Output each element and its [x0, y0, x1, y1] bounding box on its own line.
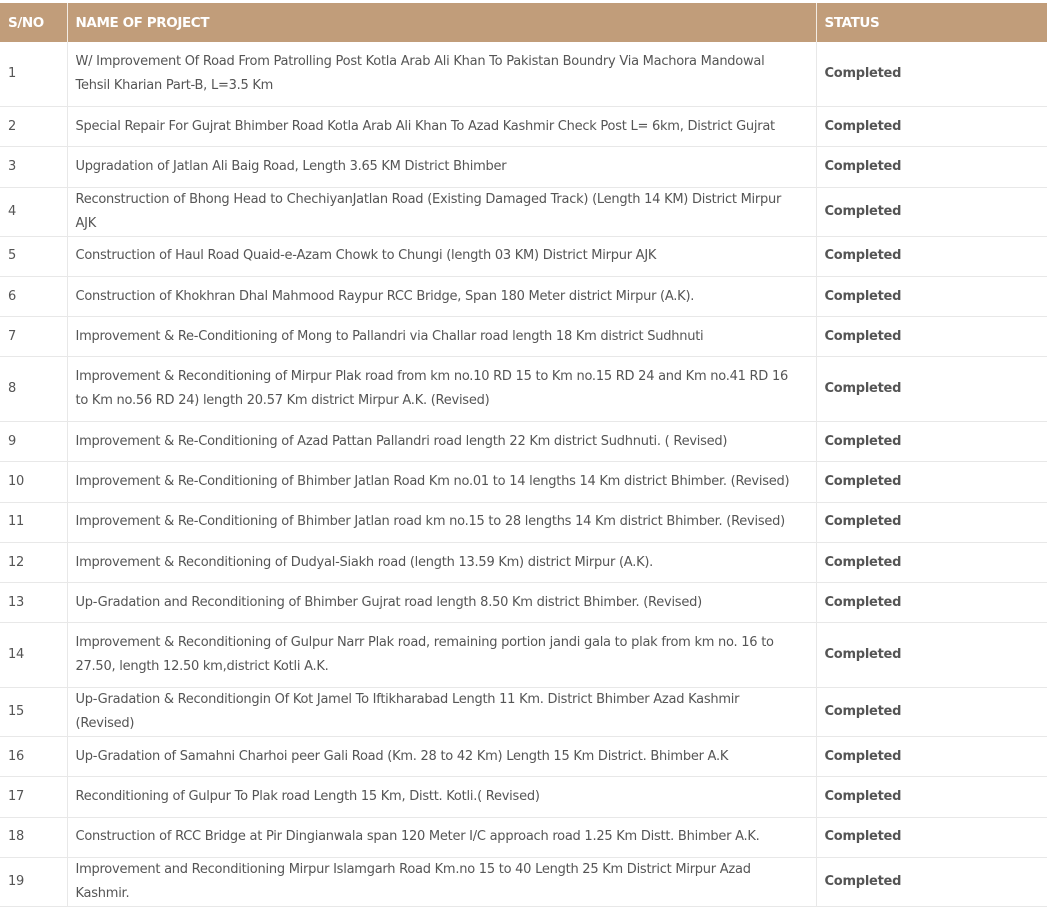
table-row: [0, 583, 1047, 623]
table-row: [0, 42, 1047, 107]
row-status: Completed: [816, 817, 1047, 857]
row-project-name: Improvement & Reconditioning of Dudyal-Siakh road (length 13.59 Km) district Mirpur (A.K).: [67, 542, 816, 582]
row-project-name: W/ Improvement Of Road From Patrolling Post Kotla Arab Ali Khan To Pakistan Boundry Via Machora Mandowal Tehsil Kharian Part-B, L=3.5 Km: [67, 42, 816, 107]
row-sno: 10: [0, 462, 67, 502]
row-status: Completed: [816, 857, 1047, 906]
row-project-name: Upgradation of Jatlan Ali Baig Road, Length 3.65 KM District Bhimber: [67, 147, 816, 187]
table-row: [0, 623, 1047, 688]
row-project-name: Improvement & Re-Conditioning of Azad Pattan Pallandri road length 22 Km district Sudhnuti. ( Revised): [67, 421, 816, 461]
row-sno: 12: [0, 542, 67, 582]
table-row: [0, 542, 1047, 582]
row-status: Completed: [816, 147, 1047, 187]
table-row: [0, 687, 1047, 736]
row-project-name: Improvement & Re-Conditioning of Bhimber Jatlan road km no.15 to 28 lengths 14 Km district Bhimber. (Revised): [67, 502, 816, 542]
header-project-name: NAME OF PROJECT: [67, 3, 816, 42]
table-header: [0, 3, 1047, 42]
row-status: Completed: [816, 357, 1047, 422]
projects-table: [0, 3, 1047, 907]
row-status: Completed: [816, 42, 1047, 107]
table-row: [0, 317, 1047, 357]
row-status: Completed: [816, 777, 1047, 817]
row-sno: 14: [0, 623, 67, 688]
row-sno: 13: [0, 583, 67, 623]
row-status: Completed: [816, 317, 1047, 357]
table-row: [0, 777, 1047, 817]
row-sno: 8: [0, 357, 67, 422]
row-status: Completed: [816, 421, 1047, 461]
row-sno: 9: [0, 421, 67, 461]
row-status: Completed: [816, 623, 1047, 688]
row-project-name: Improvement and Reconditioning Mirpur Islamgarh Road Km.no 15 to 40 Length 25 Km District Mirpur Azad Kashmir.: [67, 857, 816, 906]
table-row: [0, 187, 1047, 236]
row-project-name: Construction of Khokhran Dhal Mahmood Raypur RCC Bridge, Span 180 Meter district Mirpur (A.K).: [67, 276, 816, 316]
row-sno: 15: [0, 687, 67, 736]
row-project-name: Up-Gradation of Samahni Charhoi peer Gali Road (Km. 28 to 42 Km) Length 15 Km District. Bhimber A.K: [67, 736, 816, 776]
row-sno: 17: [0, 777, 67, 817]
row-status: Completed: [816, 542, 1047, 582]
table-body: [0, 42, 1047, 906]
header-row: [0, 3, 1047, 42]
row-project-name: Special Repair For Gujrat Bhimber Road Kotla Arab Ali Khan To Azad Kashmir Check Post L= 6km, District Gujrat: [67, 107, 816, 147]
row-project-name: Construction of Haul Road Quaid-e-Azam Chowk to Chungi (length 03 KM) District Mirpur AJK: [67, 236, 816, 276]
table-row: [0, 736, 1047, 776]
row-status: Completed: [816, 236, 1047, 276]
projects-table-container: [0, 3, 1047, 907]
table-row: [0, 817, 1047, 857]
table-row: [0, 147, 1047, 187]
header-status: STATUS: [816, 3, 1047, 42]
row-status: Completed: [816, 187, 1047, 236]
table-row: [0, 107, 1047, 147]
row-project-name: Improvement & Reconditioning of Gulpur Narr Plak road, remaining portion jandi gala to plak from km no. 16 to 27.50, length 12.50 km,district Kotli A.K.: [67, 623, 816, 688]
row-status: Completed: [816, 736, 1047, 776]
table-row: [0, 236, 1047, 276]
row-status: Completed: [816, 502, 1047, 542]
row-sno: 1: [0, 42, 67, 107]
row-status: Completed: [816, 462, 1047, 502]
table-row: [0, 421, 1047, 461]
table-row: [0, 857, 1047, 906]
row-sno: 3: [0, 147, 67, 187]
row-project-name: Construction of RCC Bridge at Pir Dingianwala span 120 Meter I/C approach road 1.25 Km Distt. Bhimber A.K.: [67, 817, 816, 857]
table-row: [0, 357, 1047, 422]
row-sno: 5: [0, 236, 67, 276]
row-status: Completed: [816, 687, 1047, 736]
row-sno: 16: [0, 736, 67, 776]
row-sno: 11: [0, 502, 67, 542]
row-project-name: Improvement & Re-Conditioning of Mong to Pallandri via Challar road length 18 Km district Sudhnuti: [67, 317, 816, 357]
table-row: [0, 276, 1047, 316]
row-project-name: Reconditioning of Gulpur To Plak road Length 15 Km, Distt. Kotli.( Revised): [67, 777, 816, 817]
row-sno: 19: [0, 857, 67, 906]
row-project-name: Reconstruction of Bhong Head to ChechiyanJatlan Road (Existing Damaged Track) (Length 14 KM) District Mirpur AJK: [67, 187, 816, 236]
row-status: Completed: [816, 583, 1047, 623]
row-sno: 6: [0, 276, 67, 316]
table-row: [0, 502, 1047, 542]
row-sno: 18: [0, 817, 67, 857]
row-project-name: Improvement & Reconditioning of Mirpur Plak road from km no.10 RD 15 to Km no.15 RD 24 and Km no.41 RD 16 to Km no.56 RD 24) length 20.57 Km district Mirpur A.K. (Revised): [67, 357, 816, 422]
row-sno: 2: [0, 107, 67, 147]
row-project-name: Up-Gradation & Reconditiongin Of Kot Jamel To Iftikharabad Length 11 Km. District Bhimber Azad Kashmir (Revised): [67, 687, 816, 736]
row-project-name: Improvement & Re-Conditioning of Bhimber Jatlan Road Km no.01 to 14 lengths 14 Km district Bhimber. (Revised): [67, 462, 816, 502]
row-sno: 7: [0, 317, 67, 357]
row-project-name: Up-Gradation and Reconditioning of Bhimber Gujrat road length 8.50 Km district Bhimber. (Revised): [67, 583, 816, 623]
row-status: Completed: [816, 276, 1047, 316]
table-row: [0, 462, 1047, 502]
row-sno: 4: [0, 187, 67, 236]
header-sno: S/NO: [0, 3, 67, 42]
row-status: Completed: [816, 107, 1047, 147]
